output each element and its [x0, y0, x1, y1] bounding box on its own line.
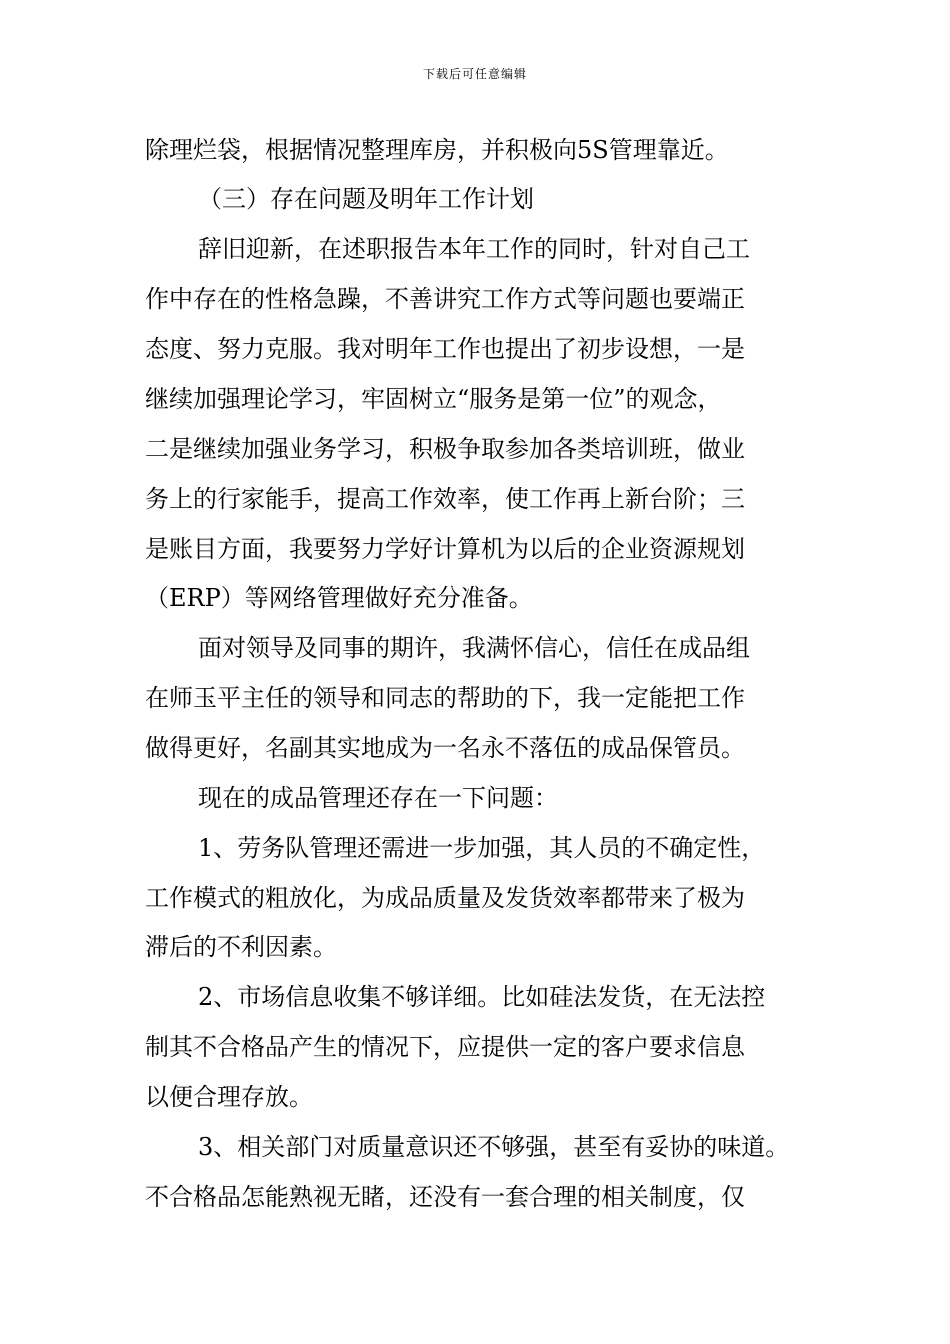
- text-line: 二是继续加强业务学习，积极争取参加各类培训班，做业: [145, 435, 745, 463]
- text-line: 辞旧迎新，在述职报告本年工作的同时，针对自己工: [198, 235, 750, 263]
- section-heading: （三）存在问题及明年工作计划: [198, 185, 534, 213]
- text-line: 态度、努力克服。我对明年工作也提出了初步设想，一是: [145, 335, 745, 363]
- text-line: 在师玉平主任的领导和同志的帮助的下，我一定能把工作: [145, 684, 745, 712]
- page-header-note: 下载后可任意编辑: [422, 67, 527, 81]
- text-line: 是账目方面，我要努力学好计算机为以后的企业资源规划: [145, 535, 745, 563]
- text-line: 滞后的不利因素。: [145, 933, 337, 961]
- list-item: 3、相关部门对质量意识还不够强，甚至有妥协的味道。: [198, 1133, 790, 1161]
- text-line: 现在的成品管理还存在一下问题：: [198, 784, 558, 812]
- text-line: 务上的行家能手，提高工作效率，使工作再上新台阶；三: [145, 485, 745, 513]
- text-line: 做得更好，名副其实地成为一名永不落伍的成品保管员。: [145, 734, 745, 762]
- text-line: 不合格品怎能熟视无睹，还没有一套合理的相关制度，仅: [145, 1183, 745, 1211]
- text-line: （ERP）等网络管理做好充分准备。: [145, 584, 533, 612]
- text-line: 制其不合格品产生的情况下，应提供一定的客户要求信息: [145, 1033, 745, 1061]
- list-item: 2、市场信息收集不够详细。比如硅法发货，在无法控: [198, 983, 766, 1011]
- text-line: 面对领导及同事的期许，我满怀信心，信任在成品组: [198, 634, 750, 662]
- text-line: 作中存在的性格急躁，不善讲究工作方式等问题也要端正: [145, 285, 745, 313]
- text-line: 工作模式的粗放化，为成品质量及发货效率都带来了极为: [145, 884, 745, 912]
- text-line: 继续加强理论学习，牢固树立“服务是第一位”的观念，: [145, 385, 722, 413]
- text-line: 除理烂袋，根据情况整理库房，并积极向5S管理靠近。: [145, 136, 729, 164]
- list-item: 1、劳务队管理还需进一步加强，其人员的不确定性，: [198, 834, 766, 862]
- text-line: 以便合理存放。: [145, 1083, 313, 1111]
